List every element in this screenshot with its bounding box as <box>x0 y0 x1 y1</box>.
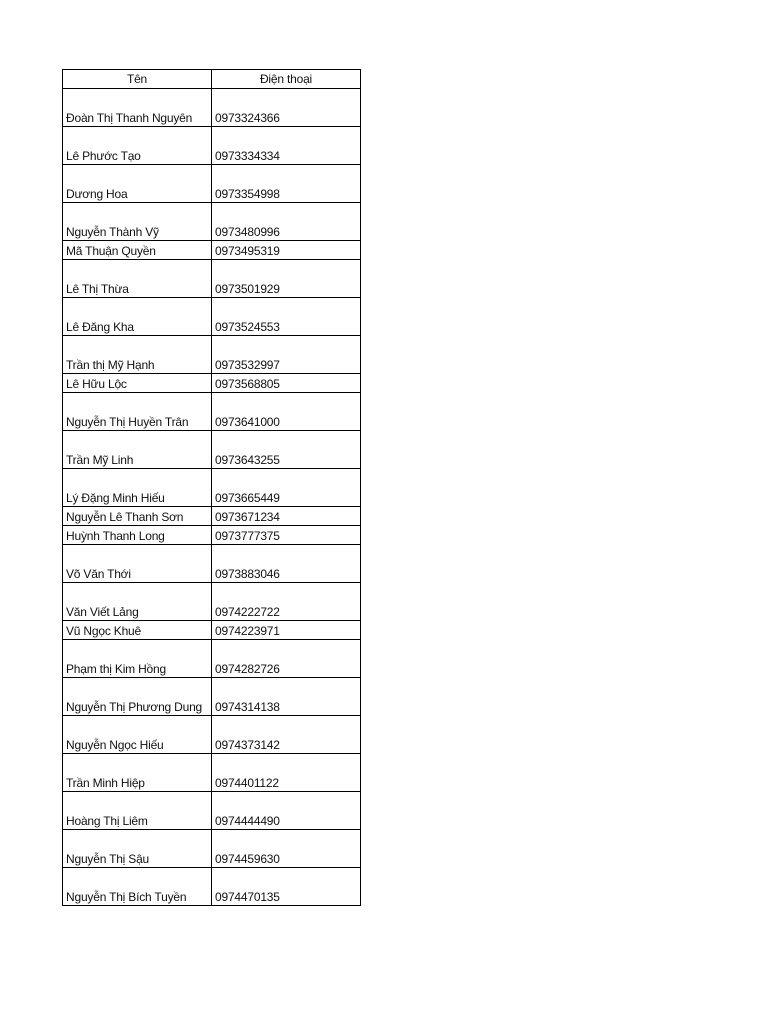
phone-cell: 0973665449 <box>212 469 361 507</box>
name-cell: Lê Phước Tạo <box>63 127 212 165</box>
phone-cell: 0973532997 <box>212 336 361 374</box>
phone-cell: 0973568805 <box>212 374 361 393</box>
header-row <box>63 70 361 89</box>
table-row <box>63 298 361 336</box>
table-row <box>63 716 361 754</box>
name-cell: Lê Hữu Lộc <box>63 374 212 393</box>
name-cell: Nguyễn Lê Thanh Sơn <box>63 507 212 526</box>
table-row <box>63 89 361 127</box>
name-cell: Dương Hoa <box>63 165 212 203</box>
table-row <box>63 754 361 792</box>
table-row <box>63 374 361 393</box>
phone-cell: 0973324366 <box>212 89 361 127</box>
name-cell: Đoàn Thị Thanh Nguyên <box>63 89 212 127</box>
name-cell: Văn Viết Lảng <box>63 583 212 621</box>
name-cell: Trần thị Mỹ Hạnh <box>63 336 212 374</box>
phone-cell: 0974459630 <box>212 830 361 868</box>
phone-cell: 0973524553 <box>212 298 361 336</box>
name-cell: Lý Đặng Minh Hiếu <box>63 469 212 507</box>
phone-cell: 0974223971 <box>212 621 361 640</box>
name-cell: Trần Minh Hiệp <box>63 754 212 792</box>
phone-cell: 0974401122 <box>212 754 361 792</box>
table-row <box>63 336 361 374</box>
table-row <box>63 260 361 298</box>
phone-cell: 0973643255 <box>212 431 361 469</box>
phone-cell: 0973883046 <box>212 545 361 583</box>
phone-cell: 0974470135 <box>212 868 361 906</box>
phone-cell: 0973334334 <box>212 127 361 165</box>
phone-cell: 0974282726 <box>212 640 361 678</box>
phone-cell: 0973501929 <box>212 260 361 298</box>
table-row <box>63 241 361 260</box>
table-row <box>63 469 361 507</box>
name-cell: Nguyễn Thị Bích Tuyền <box>63 868 212 906</box>
phone-cell: 0974314138 <box>212 678 361 716</box>
table-row <box>63 393 361 431</box>
table-row <box>63 640 361 678</box>
name-cell: Huỳnh Thanh Long <box>63 526 212 545</box>
table-row <box>63 583 361 621</box>
name-cell: Trần Mỹ Linh <box>63 431 212 469</box>
name-column-header: Tên <box>63 70 212 89</box>
table-row <box>63 621 361 640</box>
table-row <box>63 127 361 165</box>
name-cell: Võ Văn Thới <box>63 545 212 583</box>
name-cell: Nguyễn Thị Huyền Trân <box>63 393 212 431</box>
table-row <box>63 507 361 526</box>
phone-cell: 0974444490 <box>212 792 361 830</box>
table-row <box>63 868 361 906</box>
name-cell: Mã Thuận Quyền <box>63 241 212 260</box>
phone-cell: 0974222722 <box>212 583 361 621</box>
phone-cell: 0973777375 <box>212 526 361 545</box>
name-cell: Hoàng Thị Liêm <box>63 792 212 830</box>
table-body <box>63 89 361 906</box>
table-row <box>63 545 361 583</box>
table-row <box>63 678 361 716</box>
name-cell: Lê Thị Thừa <box>63 260 212 298</box>
phone-column-header: Điện thoại <box>212 70 361 89</box>
table-row <box>63 165 361 203</box>
table-row <box>63 526 361 545</box>
contact-table <box>62 69 361 906</box>
name-cell: Nguyễn Thành Vỹ <box>63 203 212 241</box>
table-row <box>63 203 361 241</box>
phone-cell: 0973480996 <box>212 203 361 241</box>
table-row <box>63 431 361 469</box>
name-cell: Nguyễn Ngọc Hiếu <box>63 716 212 754</box>
name-cell: Phạm thị Kim Hồng <box>63 640 212 678</box>
phone-cell: 0973495319 <box>212 241 361 260</box>
phone-cell: 0973641000 <box>212 393 361 431</box>
phone-cell: 0973671234 <box>212 507 361 526</box>
phone-cell: 0973354998 <box>212 165 361 203</box>
name-cell: Vũ Ngọc Khuê <box>63 621 212 640</box>
name-cell: Nguyễn Thị Sậu <box>63 830 212 868</box>
table-row <box>63 830 361 868</box>
name-cell: Lê Đăng Kha <box>63 298 212 336</box>
phone-cell: 0974373142 <box>212 716 361 754</box>
name-cell: Nguyễn Thị Phương Dung <box>63 678 212 716</box>
table-row <box>63 792 361 830</box>
